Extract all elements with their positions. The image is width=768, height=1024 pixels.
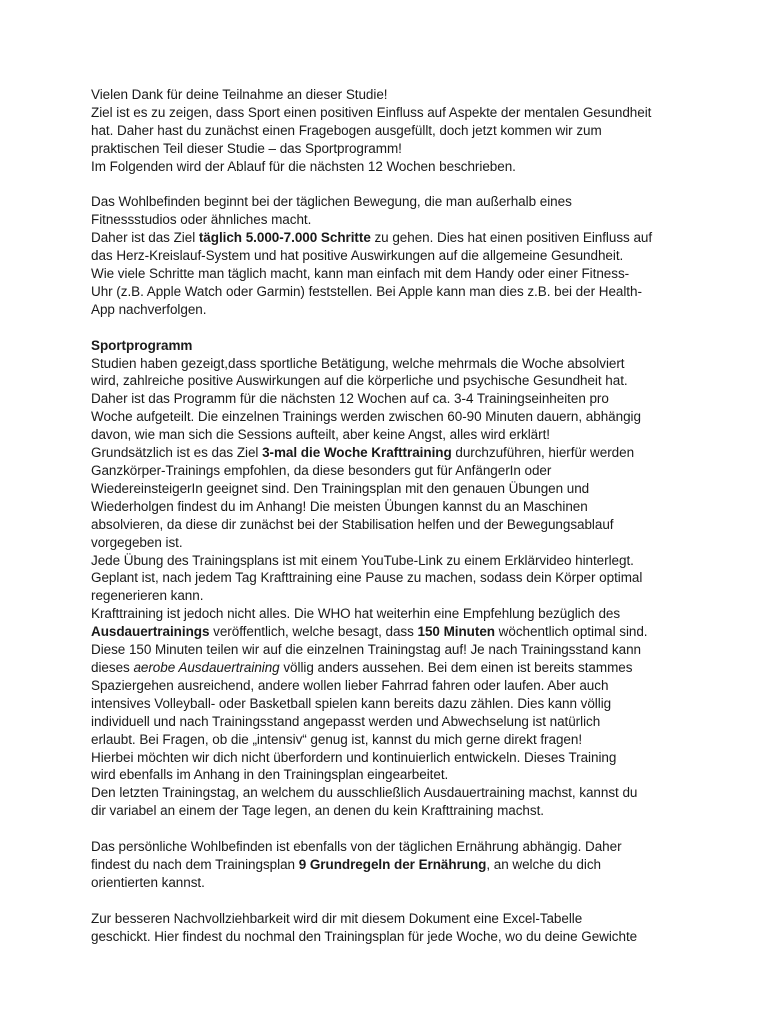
text-line: WiedereinsteigerIn geeignet sind. Den Trainingsplan mit den genauen Übungen und [91, 480, 590, 496]
text-line: Im Folgenden wird der Ablauf für die nächsten 12 Wochen beschrieben. [91, 158, 516, 174]
text-line: geschickt. Hier findest du nochmal den Trainingsplan für jede Woche, wo du deine Gewichte [91, 928, 638, 944]
paragraph-gap [91, 892, 691, 910]
text-run: zu gehen. Dies hat einen positiven Einfluss auf [370, 230, 653, 246]
text-line: wird, zahlreiche positive Auswirkungen auf die körperliche und psychische Gesundheit hat. [91, 373, 628, 389]
text-line: wird ebenfalls im Anhang in den Trainingsplan eingearbeitet. [91, 767, 449, 783]
text-line: Daher ist das Programm für die nächsten 12 Wochen auf ca. 3-4 Trainingseinheiten pro [91, 391, 609, 407]
paragraph-gap [91, 176, 691, 194]
text-line: App nachverfolgen. [91, 301, 207, 317]
text-line: dir variabel an einem der Tage legen, an denen du kein Krafttraining machst. [91, 803, 544, 819]
text-line: Spaziergehen ausreichend, andere wollen lieber Fahrrad fahren oder laufen. Aber auch [91, 677, 609, 693]
text-line: Diese 150 Minuten teilen wir auf die einzelnen Trainingstag auf! Je nach Trainingsstand kann [91, 642, 641, 658]
intro-paragraph [91, 86, 691, 176]
text-line [91, 444, 691, 462]
text-line: orientierten kannst. [91, 874, 205, 890]
text-line: regenerieren kann. [91, 588, 204, 604]
text-line: Studien haben gezeigt,dass sportliche Betätigung, welche mehrmals die Woche absolviert [91, 355, 625, 371]
text-line: Uhr (z.B. Apple Watch oder Garmin) feststellen. Bei Apple kann man dies z.B. bei der Health- [91, 283, 642, 299]
text-line: Hierbei möchten wir dich nicht überfordern und kontinuierlich entwickeln. Dieses Training [91, 749, 617, 765]
text-line: davon, wie man sich die Sessions aufteilt, aber keine Angst, alles wird erklärt! [91, 427, 550, 443]
text-line: Geplant ist, nach jedem Tag Krafttraining eine Pause zu machen, sodass dein Körper optimal [91, 570, 643, 586]
text-run: Daher ist das Ziel [91, 230, 199, 246]
bold-run-krafttraining: 3-mal die Woche Krafttraining [262, 445, 452, 461]
text-line: intensives Volleyball- oder Basketball spielen kann bereits dazu zählen. Dies kann völlig [91, 695, 612, 711]
text-line: Woche aufgeteilt. Die einzelnen Trainings werden zwischen 60-90 Minuten dauern, abhängig [91, 409, 641, 425]
document-page [91, 86, 691, 945]
bold-run-150-minuten: 150 Minuten [417, 624, 495, 640]
section-heading-sportprogramm: Sportprogramm [91, 337, 193, 353]
text-run: findest du nach dem Trainingsplan [91, 856, 299, 872]
text-run: dieses [91, 659, 134, 675]
paragraph-gap [91, 820, 691, 838]
paragraph-gap [91, 319, 691, 337]
bold-run-grundregeln: 9 Grundregeln der Ernährung [298, 856, 487, 872]
text-line: individuell und nach Trainingsstand angepasst werden und Abwechselung ist natürlich [91, 713, 601, 729]
text-line: erlaubt. Bei Fragen, ob die „intensiv“ genug ist, kannst du mich gerne direkt fragen! [91, 731, 583, 747]
text-run: , an welche du dich [486, 856, 601, 872]
text-line: Zur besseren Nachvollziehbarkeit wird dir mit diesem Dokument eine Excel-Tabelle [91, 910, 583, 926]
text-line: Ziel ist es zu zeigen, dass Sport einen positiven Einfluss auf Aspekte der mentalen Gesundheit [91, 104, 652, 120]
text-line: Wie viele Schritte man täglich macht, kann man einfach mit dem Handy oder einer Fitness- [91, 266, 630, 282]
text-line: praktischen Teil dieser Studie – das Sportprogramm! [91, 140, 402, 156]
wohlbefinden-paragraph [91, 193, 691, 318]
text-run: durchzuführen, hierfür werden [451, 445, 635, 461]
text-run: wöchentlich optimal sind. [494, 624, 648, 640]
bold-run-steps: täglich 5.000-7.000 Schritte [198, 230, 371, 246]
text-run: völlig anders aussehen. Bei dem einen ist bereits stammes [279, 659, 633, 675]
text-run: veröffentlich, welche besagt, dass [209, 624, 418, 640]
ernaehrung-paragraph [91, 838, 691, 892]
text-line: Das persönliche Wohlbefinden ist ebenfalls von der täglichen Ernährung abhängig. Daher [91, 839, 622, 855]
text-line: hat. Daher hast du zunächst einen Fragebogen ausgefüllt, doch jetzt kommen wir zum [91, 122, 602, 138]
text-line [91, 856, 691, 874]
bold-run-ausdauertrainings: Ausdauertrainings [91, 624, 210, 640]
text-line [91, 659, 691, 677]
text-line: das Herz-Kreislauf-System und hat positive Auswirkungen auf die allgemeine Gesundheit. [91, 248, 624, 264]
text-line: vorgegeben ist. [91, 534, 183, 550]
sport-paragraph [91, 337, 691, 820]
text-line [91, 623, 691, 641]
text-line: Wiederholgen findest du im Anhang! Die meisten Übungen kannst du an Maschinen [91, 498, 588, 514]
text-line: Das Wohlbefinden beginnt bei der täglichen Bewegung, die man außerhalb eines [91, 194, 572, 210]
italic-run-aerobe: aerobe Ausdauertraining [133, 659, 280, 675]
text-line: Ganzkörper-Trainings empfohlen, da diese besonders gut für AnfängerIn oder [91, 463, 552, 478]
text-run: Grundsätzlich ist es das Ziel [91, 445, 263, 461]
text-line: Krafttraining ist jedoch nicht alles. Die WHO hat weiterhin eine Empfehlung bezüglich des [91, 606, 621, 622]
text-line: Fitnessstudios oder ähnliches macht. [91, 212, 312, 228]
text-line [91, 229, 691, 247]
excel-paragraph [91, 910, 691, 946]
text-line: Jede Übung des Trainingsplans ist mit einem YouTube-Link zu einem Erklärvideo hinterlegt. [91, 552, 634, 568]
text-line: absolvieren, da diese dir zunächst bei der Stabilisation helfen und der Bewegungsablauf [91, 516, 614, 532]
text-line: Vielen Dank für deine Teilnahme an dieser Studie! [91, 87, 388, 102]
text-line: Den letzten Trainingstag, an welchem du ausschließlich Ausdauertraining machst, kannst du [91, 785, 638, 801]
